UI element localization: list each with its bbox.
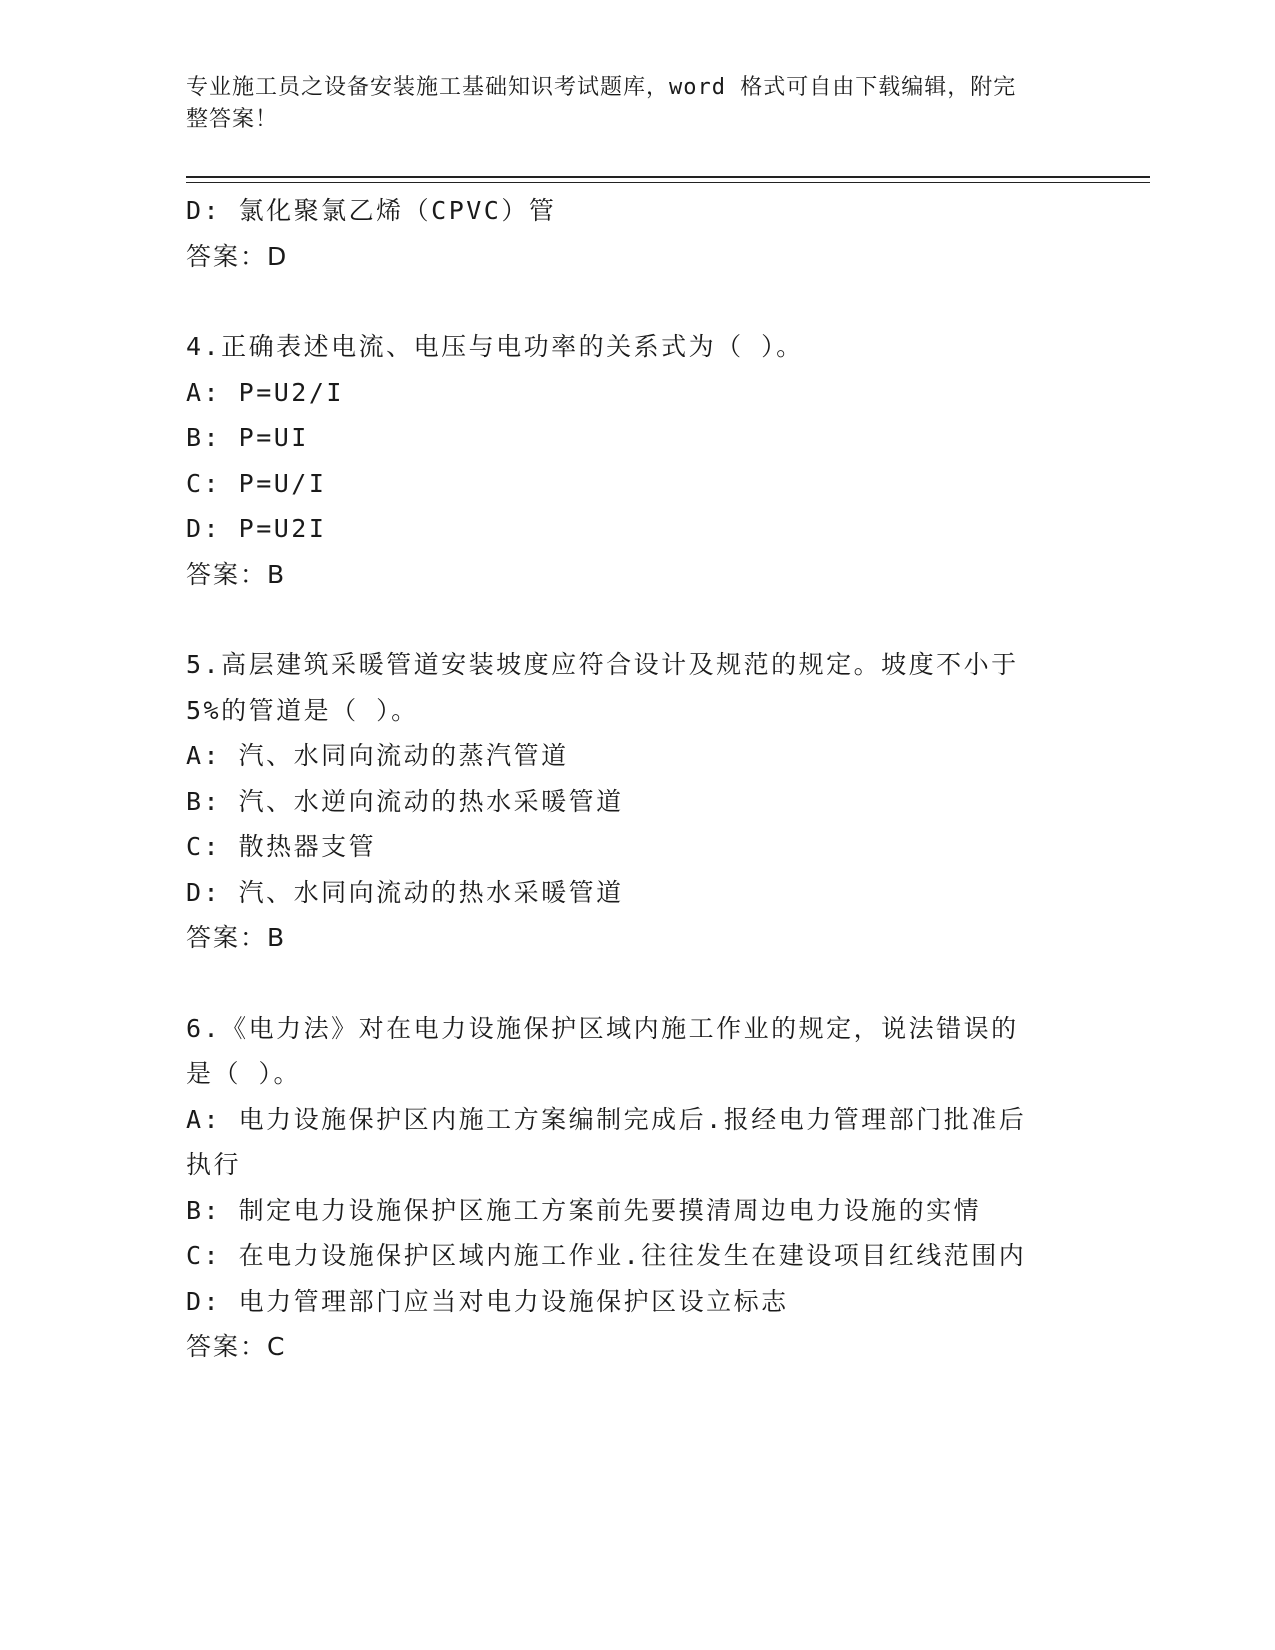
option-a-line-2: 执行 xyxy=(186,1150,242,1179)
option-a: A: 汽、水同向流动的蒸汽管道 xyxy=(186,741,569,770)
header-divider-thick xyxy=(186,176,1150,178)
question-stem: 4.正确表述电流、电压与电功率的关系式为（ ）。 xyxy=(186,332,804,361)
question-stem-line-1: 6.《电力法》对在电力设施保护区域内施工作业的规定，说法错误的 xyxy=(186,1013,1019,1043)
question-stem-line-2: 是（ ）。 xyxy=(186,1059,302,1088)
question-3-tail xyxy=(186,188,1086,279)
answer: 答案：D xyxy=(186,241,289,271)
option-d: D: 氯化聚氯乙烯（CPVC）管 xyxy=(186,196,557,225)
question-stem-line-1: 5.高层建筑采暖管道安装坡度应符合设计及规范的规定。坡度不小于 xyxy=(186,650,1019,679)
option-b: B: 汽、水逆向流动的热水采暖管道 xyxy=(186,786,624,816)
header-line-2: 整答案！ xyxy=(186,107,279,132)
option-a: A: P=U2/I xyxy=(186,377,344,407)
option-c: C: 散热器支管 xyxy=(186,832,377,861)
page-header xyxy=(186,72,1066,136)
option-d: D: 汽、水同向流动的热水采暖管道 xyxy=(186,877,624,907)
question-6 xyxy=(186,1006,1086,1370)
option-c: C: 在电力设施保护区域内施工作业.往往发生在建设项目红线范围内 xyxy=(186,1241,1027,1270)
option-a-line-1: A: 电力设施保护区内施工方案编制完成后.报经电力管理部门批准后 xyxy=(186,1104,1027,1134)
question-4 xyxy=(186,324,1086,597)
header-divider-thin xyxy=(186,182,1150,183)
option-d: D: P=U2I xyxy=(186,514,327,543)
question-stem-line-2: 5%的管道是（ ）。 xyxy=(186,695,419,725)
option-d: D: 电力管理部门应当对电力设施保护区设立标志 xyxy=(186,1286,789,1316)
question-5 xyxy=(186,642,1086,961)
header-line-1: 专业施工员之设备安装施工基础知识考试题库，word 格式可自由下载编辑，附完 xyxy=(186,75,1017,100)
option-b: B: 制定电力设施保护区施工方案前先要摸清周边电力设施的实情 xyxy=(186,1195,982,1225)
answer: 答案：C xyxy=(186,1332,287,1361)
question-list xyxy=(186,188,1086,1370)
answer: 答案：B xyxy=(186,923,287,952)
option-c: C: P=U/I xyxy=(186,468,327,498)
answer: 答案：B xyxy=(186,559,287,589)
option-b: B: P=UI xyxy=(186,423,309,452)
